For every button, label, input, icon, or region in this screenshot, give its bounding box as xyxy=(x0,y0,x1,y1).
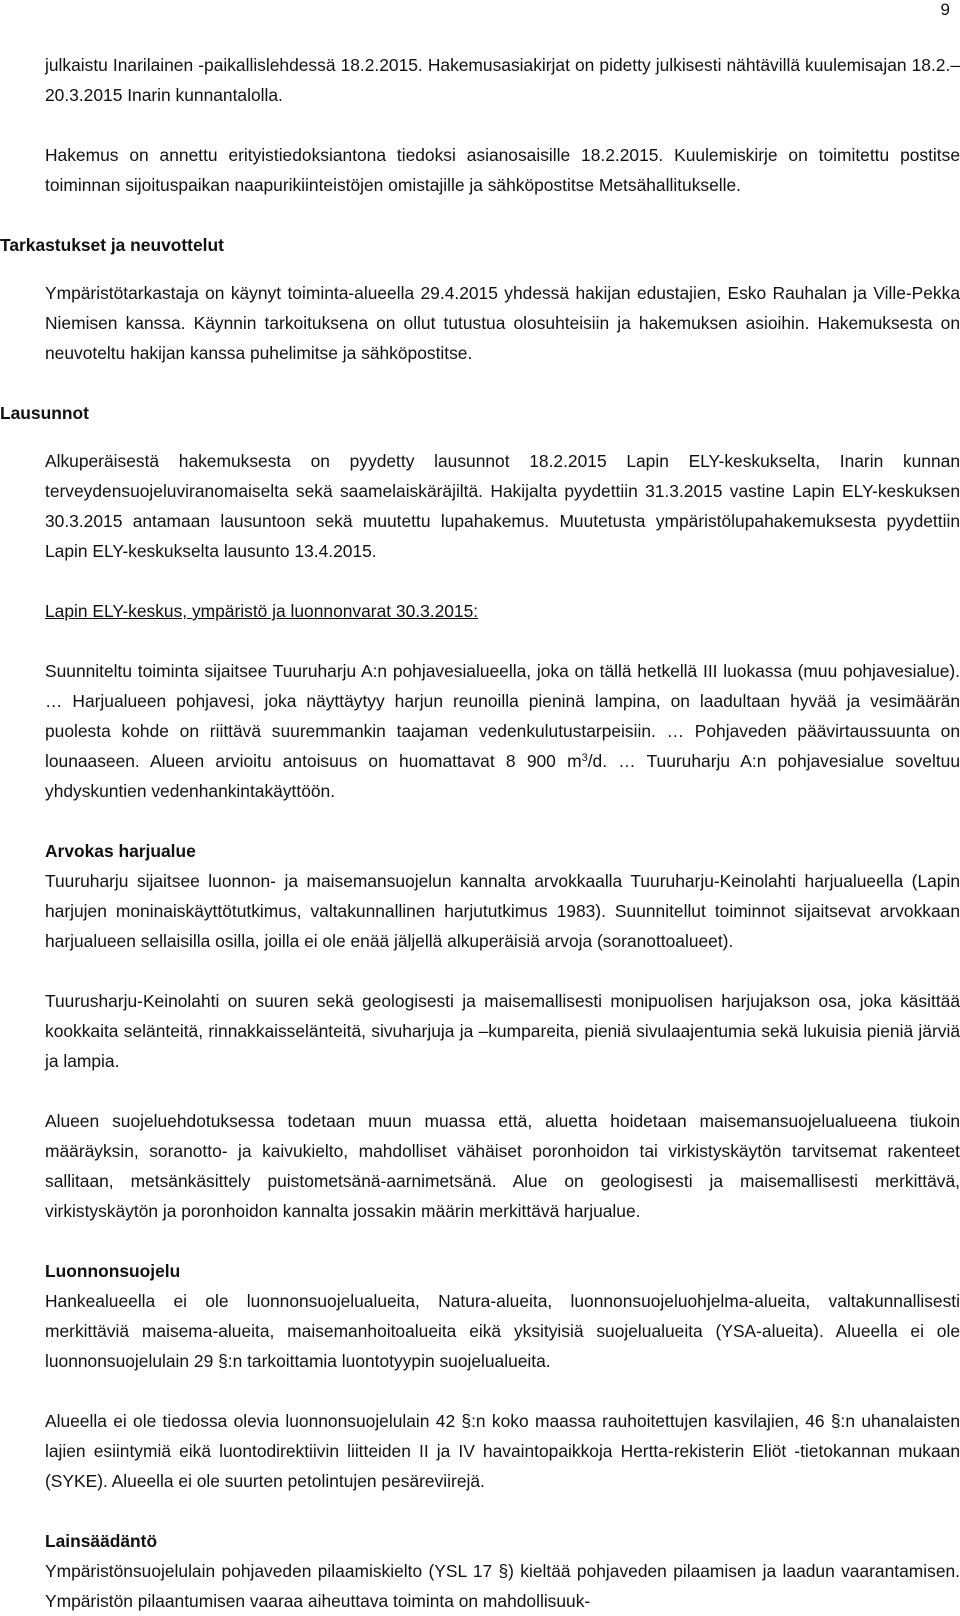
arvokas-paragraph-3: Alueen suojeluehdotuksessa todetaan muun muassa että, aluetta hoidetaan maisemansuojelualueena tiukoin määräyksin, soranotto- ja kaivukielto, mahdolliset vähäiset poronhoidon tai virkistyskäytön tarvitsemat rakenteet sallitaan, metsänkäsittely puistometsänä-aarnimetsänä. Alue on geologisesti ja maisemallisesti merkittävä, virkistyskäytön ja poronhoidon kannalta jossakin määrin merkittävä harjualue. xyxy=(45,1111,960,1221)
intro-paragraph-1: julkaistu Inarilainen -paikallislehdessä 18.2.2015. Hakemusasiakirjat on pidetty julkisesti nähtävillä kuulemisajan 18.2.–20.3.2015 Inarin kunnantalolla. xyxy=(45,55,960,105)
lausunnot-paragraph: Alkuperäisestä hakemuksesta on pyydetty lausunnot 18.2.2015 Lapin ELY-keskukselta, Inarin kunnan terveydensuojeluviranomaiselta sekä saamelaiskäräjiltä. Hakijalta pyydettiin 31.3.2015 vastine Lapin ELY-keskuksen 30.3.2015 antamaan lausuntoon sekä muutettu lupahakemus. Muutetusta ympäristölupahakemuksesta pyydettiin Lapin ELY-keskukselta lausunto 13.4.2015. xyxy=(45,451,960,561)
subheading-arvokas-harjualue: Arvokas harjualue xyxy=(45,841,196,861)
page-number: 9 xyxy=(940,0,950,19)
luonnonsuojelu-paragraph-1: Hankealueella ei ole luonnonsuojelualueita, Natura-alueita, luonnonsuojeluohjelma-alueita, valtakunnallisesti merkittäviä maisema-alueita, maisemanhoitoalueita eikä yksityisiä suojelualueita (YSA-alueita). Alueella ei ole luonnonsuojelulain 29 §:n tarkoittamia luontotyypin suojelualueita. xyxy=(45,1291,960,1371)
arvokas-paragraph-1: Tuuruharju sijaitsee luonnon- ja maisemansuojelun kannalta arvokkaalla Tuuruharju-Keinolahti harjualueella (Lapin harjujen moninaiskäyttötutkimus, valtakunnallinen harjututkimus 1983). Suunnitellut toiminnot sijaitsevat arvokkaan harjualueen sellaisilla osilla, joilla ei ole enää jäljellä alkuperäisiä arvoja (soranottoalueet). xyxy=(45,871,960,951)
section-heading-lausunnot: Lausunnot xyxy=(0,403,89,423)
ely-text-part-b: /d. … Tuuruharju A:n pohjavesialue soveltuu yhdyskuntien vedenhankintakäyttöön. xyxy=(45,751,960,801)
ely-statement-paragraph xyxy=(45,656,960,806)
document-page xyxy=(0,50,960,1616)
ely-text-superscript: 3 xyxy=(581,752,588,764)
subheading-luonnonsuojelu: Luonnonsuojelu xyxy=(45,1261,181,1281)
arvokas-paragraph-2: Tuurusharju-Keinolahti on suuren sekä geologisesti ja maisemallisesti monipuolisen harjujakson osa, joka käsittää kookkaita selänteitä, rinnakkaisselänteitä, sivuharjuja ja –kumpareita, pieniä sivulaajentumia sekä lukuisia pieniä järviä ja lampia. xyxy=(45,991,960,1071)
subheading-lainsaadanto: Lainsäädäntö xyxy=(45,1531,158,1551)
tarkastukset-paragraph: Ympäristötarkastaja on käynyt toiminta-alueella 29.4.2015 yhdessä hakijan edustajien, Esko Rauhalan ja Ville-Pekka Niemisen kanssa. Käynnin tarkoituksena on ollut tutustua olosuhteisiin ja hakemuksen asioihin. Hakemuksesta on neuvoteltu hakijan kanssa puhelimitse ja sähköpostitse. xyxy=(45,283,960,363)
lainsaadanto-paragraph: Ympäristönsuojelulain pohjaveden pilaamiskielto (YSL 17 §) kieltää pohjaveden pilaamisen ja laadun vaarantamisen. Ympäristön pilaantumisen vaaraa aiheuttava toiminta on mahdollisuuk- xyxy=(45,1561,960,1611)
ely-text-part-a: Suunniteltu toiminta sijaitsee Tuuruharju A:n pohjavesialueella, joka on tällä hetkellä III luokassa (muu pohjavesialue). … Harjualueen pohjavesi, joka näyttäytyy harjun reunoilla pieninä lampina, on laadultaan hyvää ja vesimäärän puolesta kohde on riittävä suuremmankin taajaman vedenkulutustarpeisiin. … Pohjaveden päävirtaussuunta on lounaaseen. Alueen arvioitu antoisuus on huomattavat 8 900 m xyxy=(45,661,960,771)
ely-statement-heading: Lapin ELY-keskus, ympäristö ja luonnonvarat 30.3.2015: xyxy=(45,601,479,621)
section-heading-tarkastukset: Tarkastukset ja neuvottelut xyxy=(0,235,224,255)
intro-paragraph-2: Hakemus on annettu erityistiedoksiantona tiedoksi asianosaisille 18.2.2015. Kuulemiskirje on toimitettu postitse toiminnan sijoituspaikan naapurikiinteistöjen omistajille ja sähköpostitse Metsähallitukselle. xyxy=(45,145,960,195)
luonnonsuojelu-paragraph-2: Alueella ei ole tiedossa olevia luonnonsuojelulain 42 §:n koko maassa rauhoitettujen kasvilajien, 46 §:n uhanalaisten lajien esiintymiä eikä luontodirektiivin liitteiden II ja IV havaintopaikkoja Hertta-rekisterin Eliöt -tietokannan mukaan (SYKE). Alueella ei ole suurten petolintujen pesäreviirejä. xyxy=(45,1411,960,1491)
